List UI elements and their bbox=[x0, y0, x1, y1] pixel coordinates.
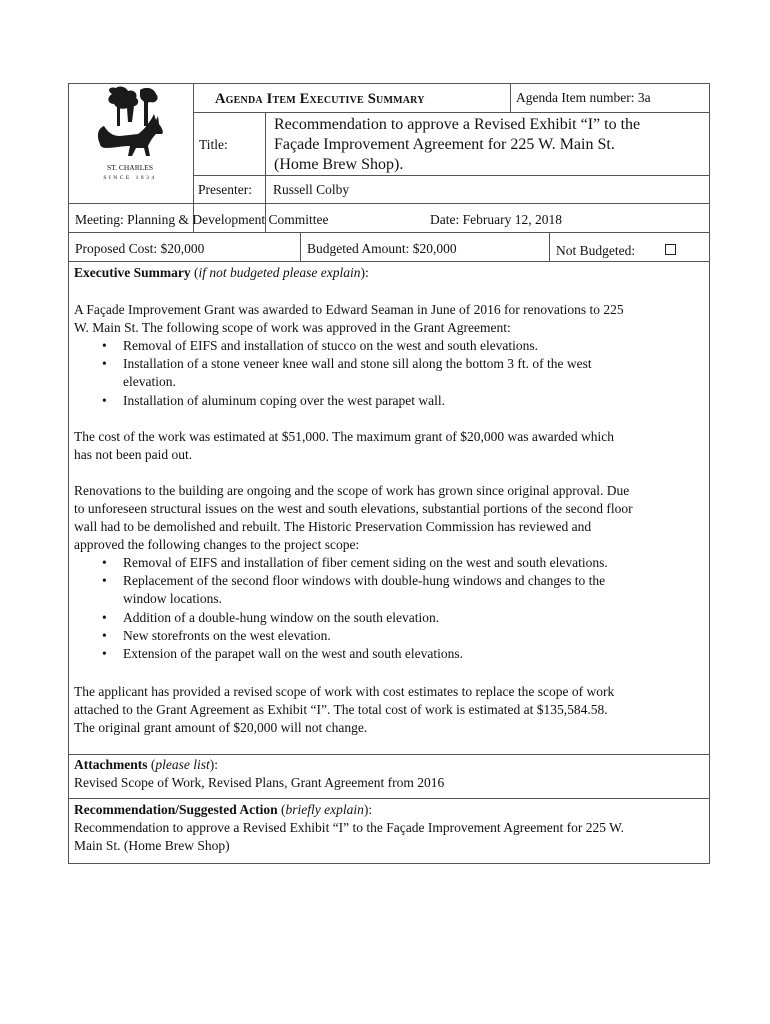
attachments-note: please list bbox=[155, 757, 210, 772]
approved-scope-list bbox=[74, 337, 694, 410]
summary-p3-line-4: approved the following changes to the project scope: bbox=[74, 537, 360, 552]
header-title bbox=[215, 90, 425, 108]
title-line-1: Recommendation to approve a Revised Exhibit “I” to the bbox=[274, 116, 641, 133]
recommendation-note: briefly explain bbox=[285, 802, 364, 817]
summary-p3-line-3: wall had to be demolished and rebuilt. The Historic Preservation Commission has reviewed and bbox=[74, 519, 592, 534]
recommendation-top-rule bbox=[68, 798, 710, 799]
cost-bottom-rule bbox=[68, 261, 710, 262]
title-bottom-rule bbox=[193, 175, 710, 176]
recommendation-title: Recommendation/Suggested Action bbox=[74, 802, 278, 817]
header-bottom-rule bbox=[193, 112, 710, 113]
st-charles-fox-logo bbox=[92, 86, 168, 182]
meeting-text: Meeting: Planning & Development Committee bbox=[75, 212, 329, 227]
list-item-text: Removal of EIFS and installation of stucco on the west and south elevations. bbox=[123, 338, 539, 353]
list-item-text: Removal of EIFS and installation of fiber cement siding on the west and south elevations. bbox=[123, 555, 608, 570]
cost-divider-2 bbox=[549, 232, 550, 261]
not-budgeted-label: Not Budgeted: bbox=[556, 243, 636, 258]
list-item-text: Installation of aluminum coping over the west parapet wall. bbox=[123, 392, 446, 408]
header-divider bbox=[510, 83, 511, 113]
list-item: • Installation of aluminum coping over the west parapet wall. bbox=[102, 392, 446, 408]
list-item-text: Installation of a stone veneer knee wall and stone sill along the bottom 3 ft. of the west bbox=[123, 356, 592, 372]
title-line-2: Façade Improvement Agreement for 225 W. Main St. bbox=[274, 136, 615, 153]
agenda-item-number: Agenda Item number: 3a bbox=[516, 90, 651, 105]
header-title-word-3: Executive Summary bbox=[299, 91, 425, 107]
presenter-bottom-rule bbox=[68, 203, 710, 204]
cost-divider-1 bbox=[300, 232, 301, 261]
summary-p1-line-2: W. Main St. The following scope of work was approved in the Grant Agreement: bbox=[74, 320, 511, 335]
summary-p1-line-1: A Façade Improvement Grant was awarded to Edward Seaman in June of 2016 for renovations to 225 bbox=[74, 302, 624, 317]
executive-summary-note: if not budgeted please explain bbox=[198, 265, 361, 280]
list-item: • Removal of EIFS and installation of fiber cement siding on the west and south elevations. bbox=[102, 555, 608, 570]
list-item-text: window locations. bbox=[123, 591, 222, 607]
summary-p4-line-3: The original grant amount of $20,000 will not change. bbox=[74, 720, 368, 735]
summary-p3-line-1: Renovations to the building are ongoing and the scope of work has grown since original approval. Due bbox=[74, 483, 630, 498]
presenter-value: Russell Colby bbox=[273, 182, 350, 197]
list-item-text: Replacement of the second floor windows with double-hung windows and changes to the bbox=[123, 573, 606, 589]
executive-summary-title: Executive Summary bbox=[74, 265, 191, 280]
list-item: • Removal of EIFS and installation of stucco on the west and south elevations. bbox=[102, 338, 539, 353]
summary-p4-line-2: attached to the Grant Agreement as Exhibit “I”. The total cost of work is estimated at $135,584.58. bbox=[74, 702, 608, 717]
revised-scope-list bbox=[74, 554, 694, 663]
list-item-text: Addition of a double-hung window on the south elevation. bbox=[123, 609, 440, 625]
summary-p3-line-2: to unforeseen structural issues on the west and south elevations, substantial portions of the second floor bbox=[74, 501, 633, 516]
executive-summary-heading: Executive Summary (if not budgeted please explain): bbox=[74, 265, 369, 280]
list-item: • Extension of the parapet wall on the west and south elevations. bbox=[102, 646, 464, 662]
attachments-heading: Attachments (please list): bbox=[74, 757, 218, 772]
list-item-text: Extension of the parapet wall on the west and south elevations. bbox=[123, 646, 464, 662]
summary-p2-line-2: has not been paid out. bbox=[74, 447, 193, 462]
recommendation-line-2: Main St. (Home Brew Shop) bbox=[74, 838, 230, 853]
presenter-label: Presenter: bbox=[198, 182, 252, 197]
header-title-word-2: Item bbox=[266, 91, 300, 107]
list-item-continuation bbox=[74, 590, 694, 608]
title-label: Title: bbox=[199, 137, 228, 152]
meeting-bottom-rule bbox=[68, 232, 710, 233]
list-item-continuation bbox=[74, 373, 694, 391]
logo-divider bbox=[193, 83, 194, 232]
logo-name: ST. CHARLES bbox=[106, 163, 154, 172]
title-line-3: (Home Brew Shop). bbox=[274, 156, 404, 173]
budgeted-amount: Budgeted Amount: $20,000 bbox=[307, 241, 457, 256]
summary-p4-line-1: The applicant has provided a revised scope of work with cost estimates to replace the scope of work bbox=[74, 684, 615, 699]
list-item: • Addition of a double-hung window on the south elevation. bbox=[102, 609, 440, 625]
meeting-date: Date: February 12, 2018 bbox=[430, 212, 562, 227]
not-budgeted-checkbox[interactable] bbox=[665, 244, 676, 255]
logo-since: SINCE 1834 bbox=[103, 175, 157, 181]
summary-frame bbox=[68, 83, 710, 864]
list-item: • Installation of a stone veneer knee wall and stone sill along the bottom 3 ft. of the west bbox=[102, 356, 592, 372]
header-title-word-1: Agenda bbox=[215, 91, 267, 107]
attachments-title: Attachments bbox=[74, 757, 148, 772]
list-item-text: elevation. bbox=[123, 374, 176, 390]
attachments-text: Revised Scope of Work, Revised Plans, Grant Agreement from 2016 bbox=[74, 775, 445, 790]
recommendation-line-1: Recommendation to approve a Revised Exhibit “I” to the Façade Improvement Agreement for 225 W. bbox=[74, 820, 624, 835]
attachments-top-rule bbox=[68, 754, 710, 755]
proposed-cost: Proposed Cost: $20,000 bbox=[75, 241, 205, 256]
list-item: • Replacement of the second floor windows with double-hung windows and changes to the bbox=[102, 573, 606, 589]
list-item: • New storefronts on the west elevation. bbox=[102, 627, 331, 643]
recommendation-heading: Recommendation/Suggested Action (briefly explain): bbox=[74, 802, 373, 817]
summary-p2-line-1: The cost of the work was estimated at $51,000. The maximum grant of $20,000 was awarded which bbox=[74, 429, 614, 444]
list-item-text: New storefronts on the west elevation. bbox=[123, 627, 331, 643]
